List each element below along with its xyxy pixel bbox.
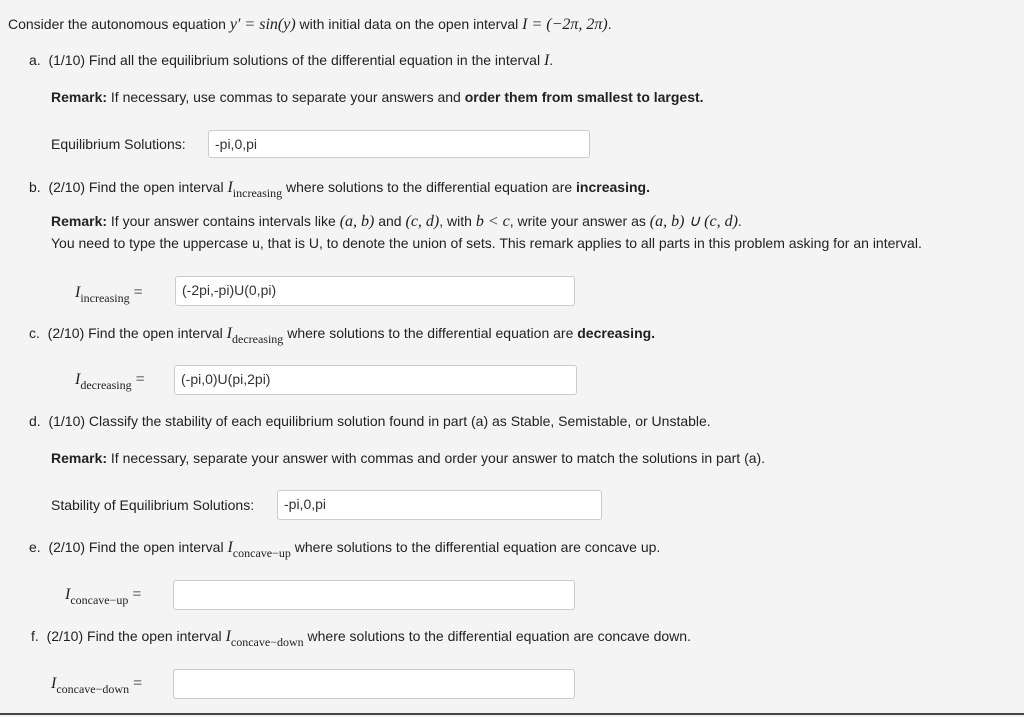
question-text: (1/10) Find all the equilibrium solutions of the differential equation in the interval <box>48 52 544 68</box>
concave-down-input[interactable] <box>173 669 575 699</box>
remark-text: If necessary, use commas to separate your answers and <box>107 89 465 105</box>
part-b-remark-line2: You need to type the uppercase u, that is U, to denote the union of sets. This remark applies to all parts in this problem asking for an interval. <box>51 235 922 251</box>
increasing-input[interactable]: (-2pi,-pi)U(0,pi) <box>175 276 575 306</box>
question-text: (2/10) Find the open interval <box>48 179 228 195</box>
equals: = <box>128 586 142 603</box>
math-sub: increasing <box>80 291 130 305</box>
remark-label: Remark: <box>51 450 108 466</box>
punct: . <box>549 52 554 68</box>
math: b < c <box>475 213 510 230</box>
part-marker: f. <box>31 628 39 644</box>
part-marker: b. <box>29 179 41 195</box>
math-sub: increasing <box>232 186 283 200</box>
question-text: where solutions to the differential equation are <box>283 325 578 341</box>
decreasing-label <box>75 370 145 392</box>
question-text: (2/10) Find the open interval <box>48 539 228 555</box>
increasing-label <box>75 283 143 305</box>
math-sub: decreasing <box>232 332 284 346</box>
math: (c, d) <box>405 213 440 230</box>
concave-down-label <box>51 674 143 696</box>
remark-text: If necessary, separate your answer with commas and order your answer to match the solutions in part (a). <box>107 450 766 466</box>
remark-bold: order them from smallest to largest. <box>464 89 704 105</box>
part-f-question <box>31 627 691 649</box>
equilibrium-input[interactable]: -pi,0,pi <box>208 130 590 158</box>
part-b-remark <box>51 212 742 231</box>
stability-input[interactable]: -pi,0,pi <box>277 490 602 520</box>
question-text: (2/10) Find the open interval <box>47 325 227 341</box>
question-text: (1/10) Classify the stability of each equilibrium solution found in part (a) as Stable, Semistable, or Unstable. <box>48 413 711 429</box>
equals: = <box>129 284 143 301</box>
math-sub: concave−up <box>232 546 291 560</box>
interval: I = (−2π, 2π) <box>522 16 608 33</box>
remark-label: Remark: <box>51 89 108 105</box>
remark-text: , write your answer as <box>509 213 650 229</box>
equation: y′ = sin(y) <box>229 16 296 33</box>
question-text: where solutions to the differential equation are <box>282 179 577 195</box>
math-var: I <box>227 539 233 556</box>
math: (a, b) <box>339 213 375 230</box>
remark-text: If your answer contains intervals like <box>107 213 340 229</box>
part-d-question <box>29 412 711 430</box>
part-a-question <box>29 51 553 70</box>
question-text: (2/10) Find the open interval <box>46 628 226 644</box>
problem-intro <box>8 15 612 34</box>
math: (a, b) ∪ (c, d) <box>649 213 738 230</box>
question-text: where solutions to the differential equation are concave down. <box>303 628 691 644</box>
concave-up-input[interactable] <box>173 580 575 610</box>
math-var: I <box>225 628 231 645</box>
math-var: I <box>543 52 550 69</box>
punct: . <box>737 213 742 229</box>
intro-text: with initial data on the open interval <box>295 16 523 32</box>
math-sub: concave−down <box>230 635 304 649</box>
part-b-question <box>29 178 650 200</box>
math-sub: decreasing <box>80 378 132 392</box>
punct: . <box>607 16 612 32</box>
question-bold: increasing. <box>576 179 650 195</box>
remark-text: and <box>374 213 406 229</box>
remark-label: Remark: <box>51 213 108 229</box>
question-text: where solutions to the differential equation are concave up. <box>290 539 661 555</box>
part-e-question <box>29 538 661 560</box>
math-var: I <box>65 586 71 603</box>
remark-text: , with <box>439 213 476 229</box>
concave-up-label <box>65 585 142 607</box>
equals: = <box>131 371 145 388</box>
part-marker: d. <box>29 413 41 429</box>
equilibrium-label: Equilibrium Solutions: <box>51 136 186 152</box>
part-d-remark <box>51 449 765 467</box>
math-var: I <box>226 325 232 342</box>
divider <box>0 713 1024 715</box>
decreasing-input[interactable]: (-pi,0)U(pi,2pi) <box>174 365 577 395</box>
math-var: I <box>227 179 233 196</box>
question-bold: decreasing. <box>577 325 656 341</box>
math-var: I <box>51 675 57 692</box>
part-marker: e. <box>29 539 41 555</box>
math-var: I <box>75 284 81 301</box>
math-sub: concave−down <box>56 682 130 696</box>
stability-label: Stability of Equilibrium Solutions: <box>51 497 255 513</box>
math-sub: concave−up <box>70 593 129 607</box>
part-c-question <box>29 324 656 346</box>
part-a-remark <box>51 88 704 106</box>
part-marker: c. <box>29 325 40 341</box>
intro-text: Consider the autonomous equation <box>8 16 230 32</box>
math-var: I <box>75 371 81 388</box>
equals: = <box>129 675 143 692</box>
part-marker: a. <box>29 52 41 68</box>
